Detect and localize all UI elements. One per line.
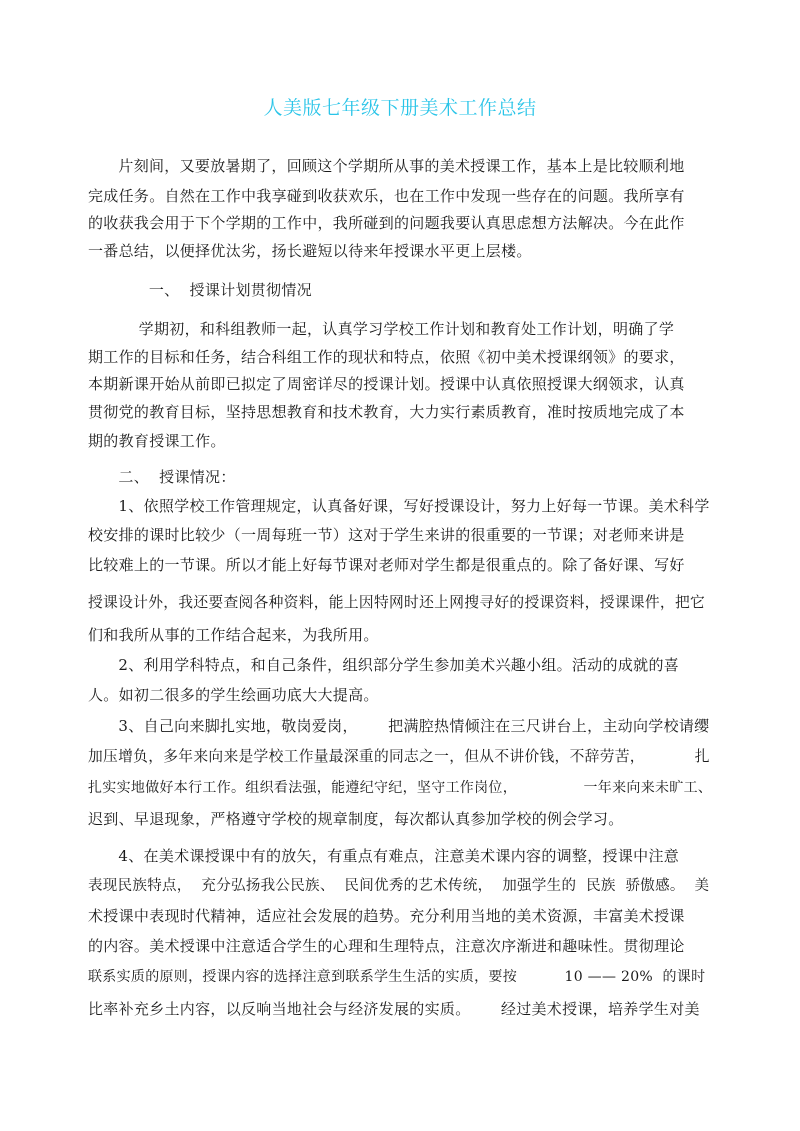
- text-line: 们和我所从事的工作结合起来，为我所用。: [88, 626, 379, 644]
- text-line: 比较难上的一节课。所以才能上好每节课对老师对学生都是很重点的。除了备好课、写好: [88, 556, 685, 574]
- text-line: 4、在美术课授课中有的放矢，有重点有难点，注意美术课内容的调整，授课中注意: [88, 847, 680, 865]
- text-line: 贯彻党的教育目标，坚持思想教育和技术教育，大力实行素质教育，准时按质地完成了本: [88, 403, 685, 421]
- text-line: 的收获我会用于下个学期的工作中，我所碰到的问题我要认真思虑想方法解决。今在此作: [88, 214, 685, 232]
- text-line: 比率补充乡土内容，以反响当地社会与经济发展的实质。 经过美术授课，培养学生对美: [88, 1000, 700, 1018]
- text-line: 3、自己向来脚扎实地，敬岗爱岗， 把满腔热情倾注在三尺讲台上，主动向学校请缨: [88, 717, 710, 735]
- section-heading: 二、 授课情况：: [88, 468, 236, 486]
- text-line: 2、利用学科特点，和自己条件，组织部分学生参加美术兴趣小组。活动的成就的喜: [88, 656, 680, 674]
- text-line: 迟到、早退现象，严格遵守学校的规章制度，每次都认真参加学校的例会学习。: [88, 810, 624, 828]
- text-line: 联系实质的原则，授课内容的选择注意到联系学生生活的实质，要按 10 —— 20% 的课时: [88, 969, 706, 985]
- text-line: 1、依照学校工作管理规定，认真备好课，写好授课设计，努力上好每一节课。美术科学: [88, 497, 710, 515]
- page-title: 人美版七年级下册美术工作总结: [263, 97, 537, 119]
- text-line: 扎实实地做好本行工作。组织看法强，能遵纪守纪，坚守工作岗位， 一年来向来未旷工、: [88, 780, 713, 796]
- text-line: 期工作的目标和任务，结合科组工作的现状和特点，依照《初中美术授课纲领》的要求，: [88, 348, 685, 366]
- text-line: 表现民族特点， 充分弘扬我公民族、 民间优秀的艺术传统， 加强学生的 民族 骄傲感。 美: [88, 878, 710, 894]
- text-line: 一番总结，以便择优汰劣，扬长避短以待来年授课水平更上层楼。: [88, 242, 532, 260]
- text-line: 授课设计外，我还要查阅各种资料，能上因特网时还上网搜寻好的授课资料，授课课件，把它: [88, 594, 706, 611]
- text-line: 术授课中表现时代精神，适应社会发展的趋势。充分利用当地的美术资源，丰富美术授课: [88, 907, 685, 925]
- text-line: 期的教育授课工作。: [88, 432, 226, 450]
- section-heading: 一、 授课计划贯彻情况: [88, 281, 312, 299]
- text-line: 完成任务。自然在工作中我享碰到收获欢乐，也在工作中发现一些存在的问题。我所享有: [88, 187, 685, 205]
- text-line: 片刻间，又要放暑期了，回顾这个学期所从事的美术授课工作，基本上是比较顺利地: [88, 157, 685, 175]
- text-line: 的内容。美术授课中注意适合学生的心理和生理特点，注意次序渐进和趣味性。贯彻理论: [88, 937, 685, 955]
- text-line: 学期初，和科组教师一起，认真学习学校工作计划和教育处工作计划，明确了学: [88, 320, 675, 338]
- text-line: 本期新课开始从前即已拟定了周密详尽的授课计划。授课中认真依照授课大纲领求，认真: [88, 375, 685, 393]
- text-line: 校安排的课时比较少（一周每班一节）这对于学生来讲的很重要的一节课；对老师来讲是: [88, 526, 685, 544]
- text-line: 加压增负，多年来向来是学校工作量最深重的同志之一，但从不讲价钱，不辞劳苦， 扎: [88, 748, 710, 765]
- text-line: 人。如初二很多的学生绘画功底大大提高。: [88, 686, 379, 704]
